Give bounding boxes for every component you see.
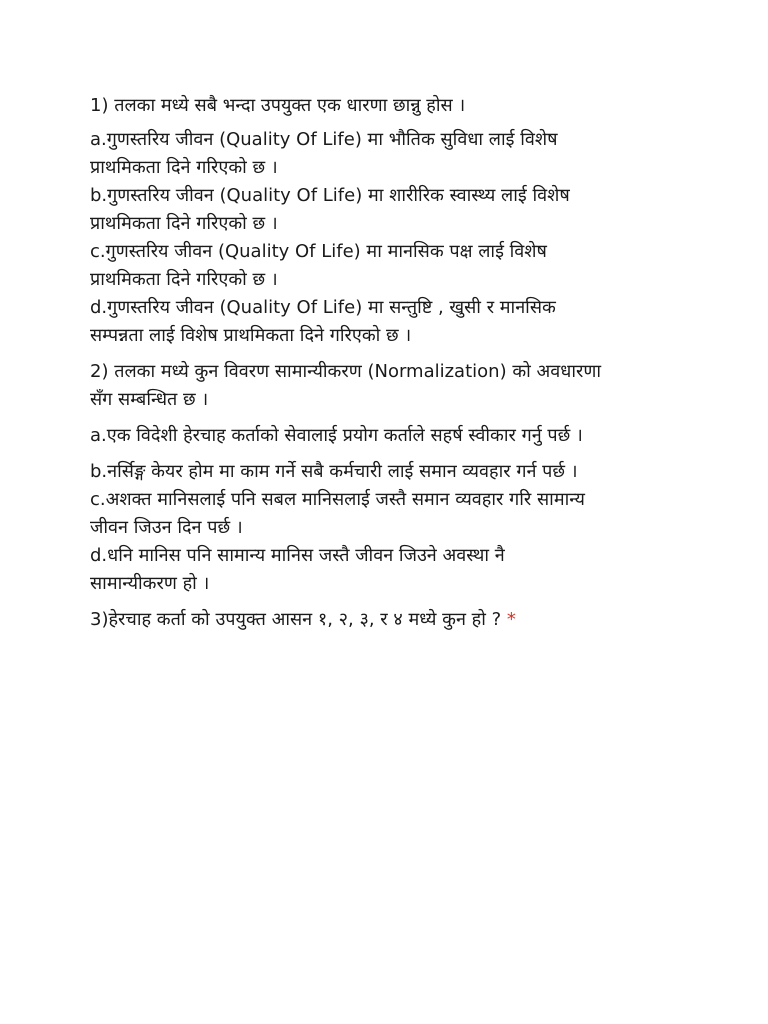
required-asterisk: *	[506, 609, 516, 630]
question-1-option-d	[90, 294, 730, 350]
option-line: प्राथमिकता दिने गरिएको छ ।	[90, 213, 278, 234]
question-1-option-b	[90, 182, 730, 238]
option-line: d.गुणस्तरिय जीवन (Quality Of Life) मा सन्तुष्टि , खुसी र मानसिक	[90, 297, 556, 318]
option-line: b.नर्सिङ्ग केयर होम मा काम गर्ने सबै कर्मचारी लाई समान व्यवहार गर्न पर्छ ।	[90, 461, 578, 482]
question-1-text: 1) तलका मध्ये सबै भन्दा उपयुक्त एक धारणा छान्नु होस ।	[90, 95, 466, 116]
quiz-document	[90, 92, 730, 634]
option-line: सम्पन्नता लाई विशेष प्राथमिकता दिने गरिएको छ ।	[90, 325, 412, 346]
question-2-option-a	[90, 422, 730, 450]
question-2-option-b	[90, 458, 730, 486]
question-3-text: 3)हेरचाह कर्ता को उपयुक्त आसन १, २, ३, र ४ मध्ये कुन हो ?	[90, 609, 507, 630]
question-2-text-line1: 2) तलका मध्ये कुन विवरण सामान्यीकरण (Normalization) को अवधारणा	[90, 361, 602, 382]
option-line: प्राथमिकता दिने गरिएको छ ।	[90, 269, 278, 290]
option-line: b.गुणस्तरिय जीवन (Quality Of Life) मा शारीरिक स्वास्थ्य लाई विशेष	[90, 185, 570, 206]
question-1-option-c	[90, 238, 730, 294]
question-3	[90, 606, 730, 634]
question-1-option-a	[90, 126, 730, 182]
question-2-text-line2: सँग सम्बन्धित छ ।	[90, 389, 209, 410]
option-line: जीवन जिउन दिन पर्छ ।	[90, 517, 243, 538]
option-line: c.अशक्त मानिसलाई पनि सबल मानिसलाई जस्तै समान व्यवहार गरि सामान्य	[90, 489, 585, 510]
question-2-option-d	[90, 542, 730, 598]
question-2	[90, 358, 730, 414]
option-line: a.एक विदेशी हेरचाह कर्ताको सेवालाई प्रयोग कर्ताले सहर्ष स्वीकार गर्नु पर्छ ।	[90, 425, 583, 446]
question-1	[90, 92, 730, 120]
option-line: प्राथमिकता दिने गरिएको छ ।	[90, 157, 278, 178]
option-line: c.गुणस्तरिय जीवन (Quality Of Life) मा मानसिक पक्ष लाई विशेष	[90, 241, 547, 262]
question-2-option-c	[90, 486, 730, 542]
option-line: d.धनि मानिस पनि सामान्य मानिस जस्तै जीवन जिउने अवस्था नै	[90, 545, 505, 566]
option-line: सामान्यीकरण हो ।	[90, 573, 210, 594]
option-line: a.गुणस्तरिय जीवन (Quality Of Life) मा भौतिक सुविधा लाई विशेष	[90, 129, 558, 150]
